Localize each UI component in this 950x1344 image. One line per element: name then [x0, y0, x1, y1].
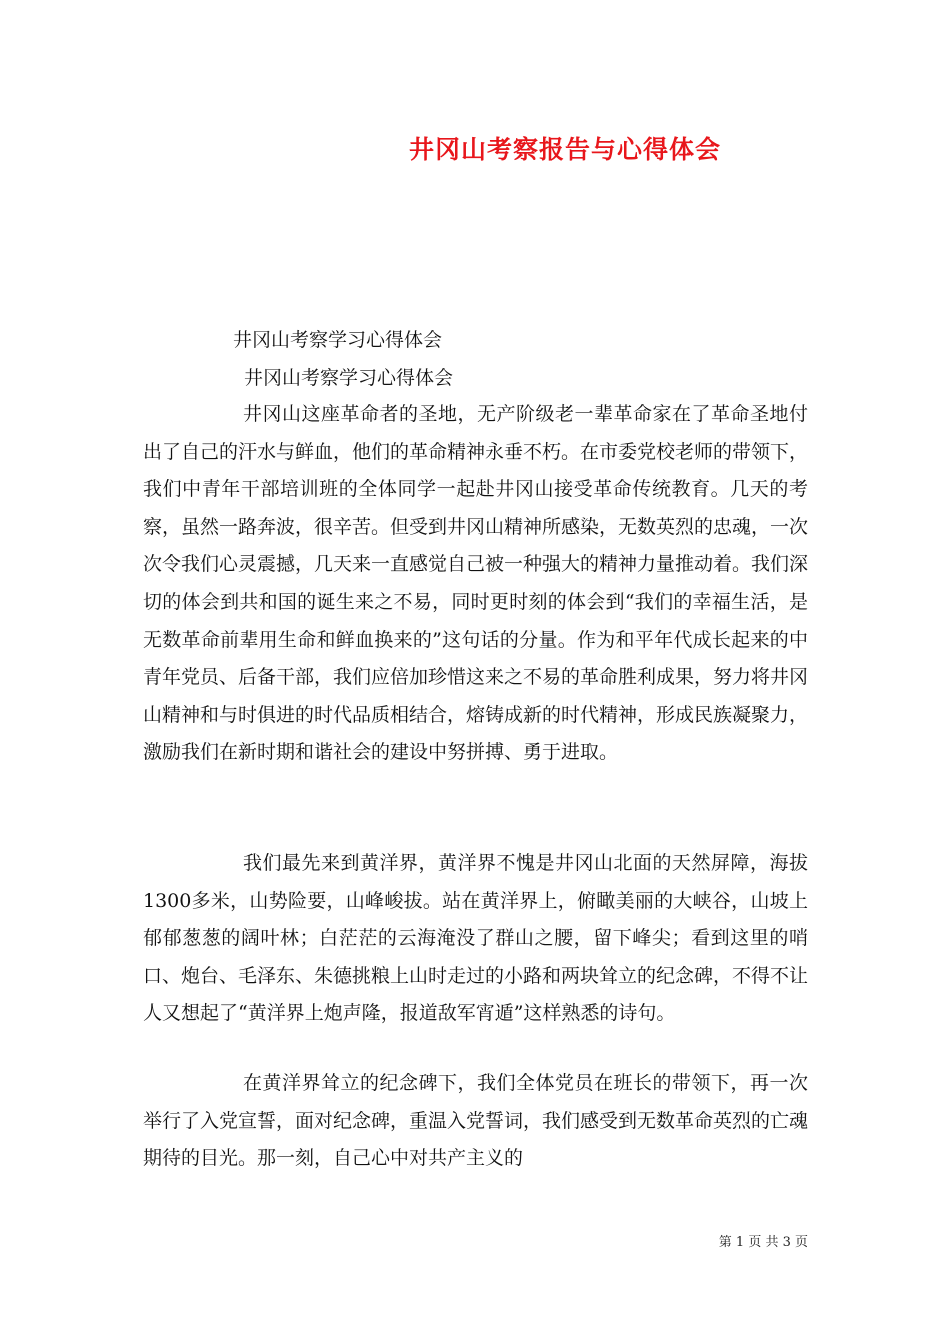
paragraph-2: 我们最先来到黄洋界，黄洋界不愧是井冈山北面的天然屏障，海拔1300多米，山势险要，山峰峻拔。站在黄洋界上，俯瞰美丽的大峡谷，山坡上郁郁葱葱的阔叶林；白茫茫的云海淹没了群山之腰，留下峰尖；看到这里的哨口、炮台、毛泽东、朱德挑粮上山时走过的小路和两块耸立的纪念碑，不得不让人又想起了“黄洋界上炮声隆，报道敌军宵遁”这样熟悉的诗句。 [143, 852, 809, 1025]
document-title: 井冈山考察报告与心得体会 [408, 135, 721, 164]
paragraph-3-block [143, 1065, 808, 1178]
paragraph-2-block [143, 845, 808, 1033]
page-number-footer: 第 1 页 共 3 页 [718, 1235, 808, 1250]
paragraph-3: 在黄洋界耸立的纪念碑下，我们全体党员在班长的带领下，再一次举行了入党宣誓，面对纪念碑，重温入党誓词，我们感受到无数革命英烈的亡魂期待的目光。那一刻，自己心中对共产主义的 [143, 1072, 809, 1170]
subtitle-secondary: 井冈山考察学习心得体会 [244, 367, 454, 389]
paragraph-1-block [143, 396, 808, 772]
paragraph-1: 井冈山这座革命者的圣地，无产阶级老一辈革命家在了革命圣地付出了自己的汗水与鲜血，他们的革命精神永垂不朽。在市委党校老师的带领下，我们中青年干部培训班的全体同学一起赴井冈山接受革命传统教育。几天的考察，虽然一路奔波，很辛苦。但受到井冈山精神所感染，无数英烈的忠魂，一次次令我们心灵震撼，几天来一直感觉自己被一种强大的精神力量推动着。我们深切的体会到共和国的诞生来之不易，同时更时刻的体会到“我们的幸福生活，是无数革命前辈用生命和鲜血换来的”这句话的分量。作为和平年代成长起来的中青年党员、后备干部，我们应倍加珍惜这来之不易的革命胜利成果，努力将井冈山精神和与时俱进的时代品质相结合，熔铸成新的时代精神，形成民族凝聚力，激励我们在新时期和谐社会的建设中努拼搏、勇于进取。 [143, 403, 809, 764]
subtitle-primary: 井冈山考察学习心得体会 [233, 329, 443, 351]
